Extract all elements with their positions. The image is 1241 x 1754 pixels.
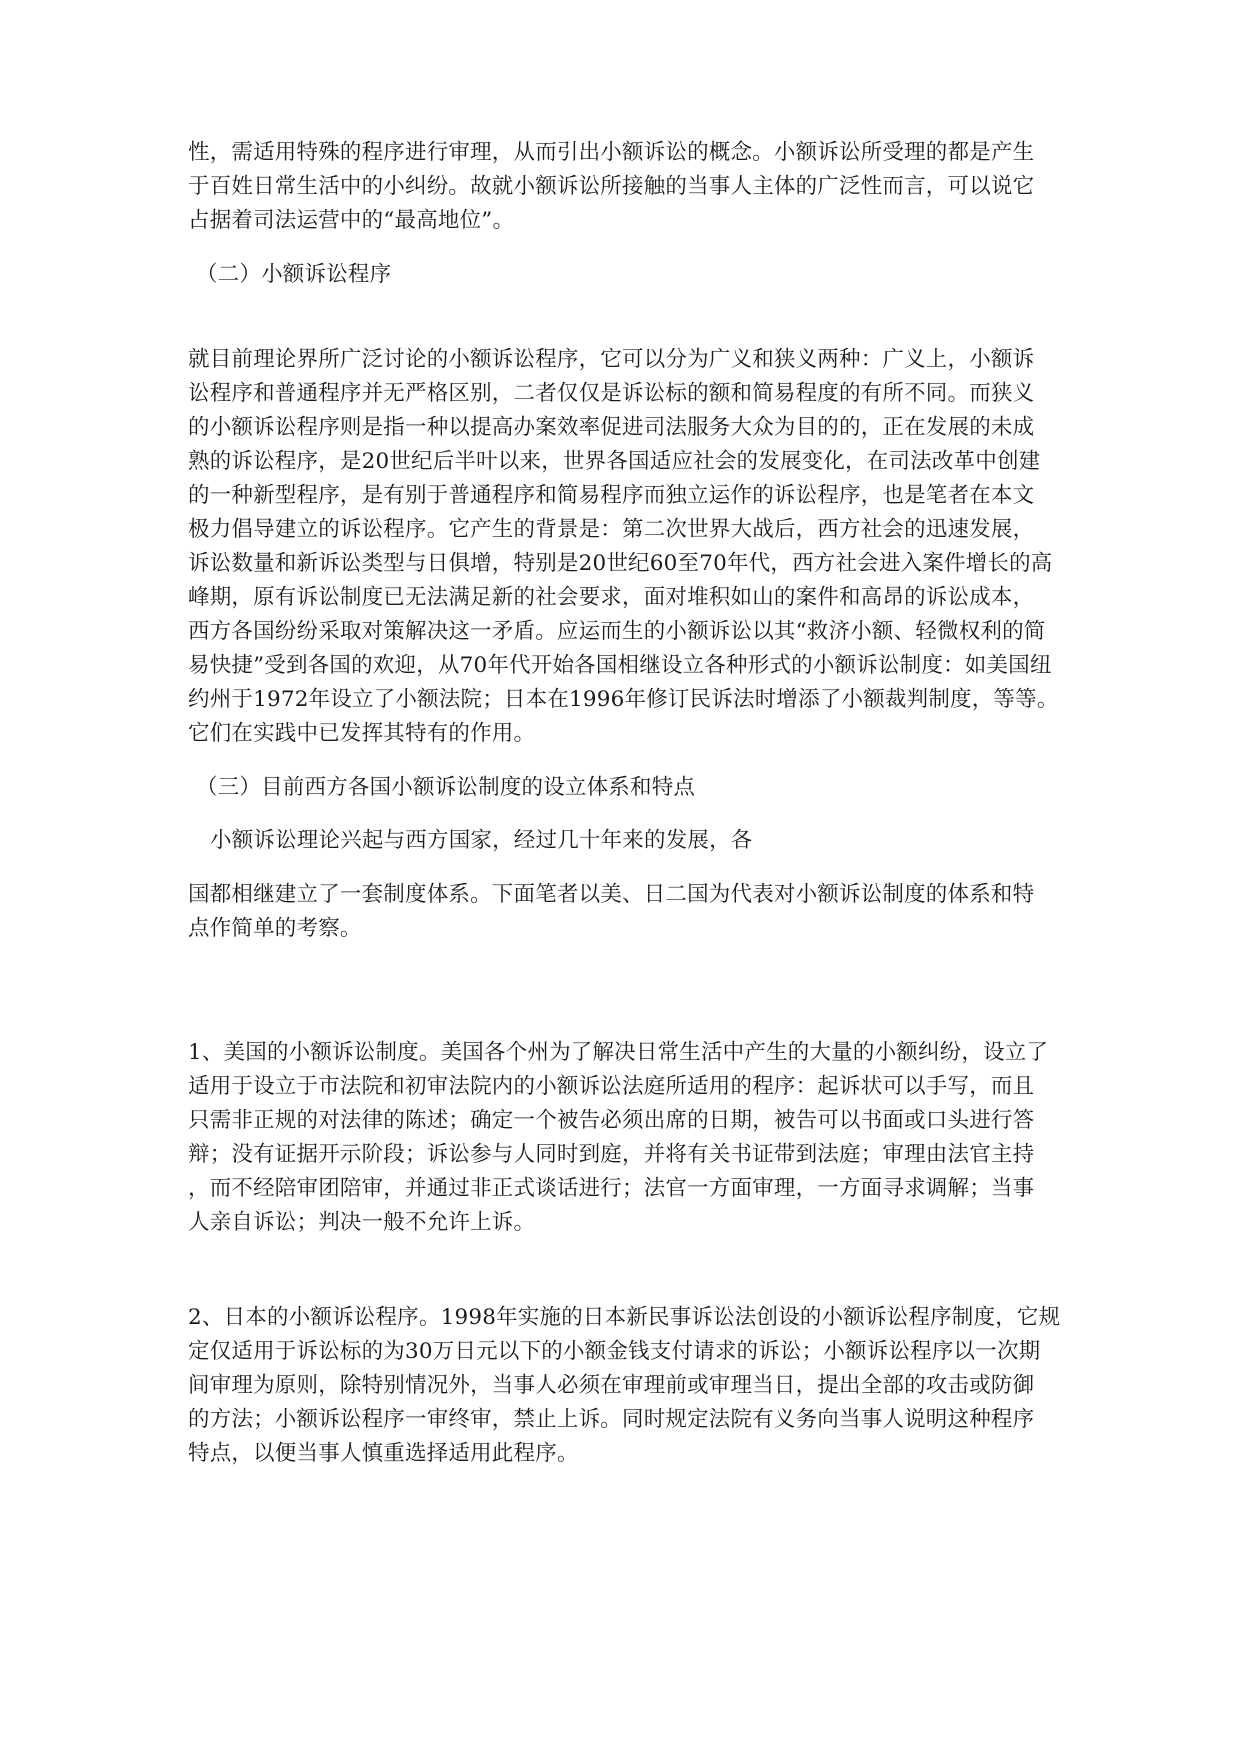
paragraph-line: 易快捷”受到各国的欢迎，从70年代开始各国相继设立各种形式的小额诉讼制度：如美国纽 <box>188 653 1052 678</box>
paragraph-line: 西方各国纷纷采取对策解决这一矛盾。应运而生的小额诉讼以其“救济小额、轻微权利的简 <box>188 619 1046 644</box>
paragraph-line: 它们在实践中已发挥其特有的作用。 <box>188 721 536 746</box>
paragraph-line: 熟的诉讼程序，是20世纪后半叶以来，世界各国适应社会的发展变化，在司法改革中创建 <box>188 449 1041 474</box>
paragraph-line: 2、日本的小额诉讼程序。1998年实施的日本新民事诉讼法创设的小额诉讼程序制度，它规 <box>188 1305 1061 1330</box>
paragraph-line: 讼程序和普通程序并无严格区别，二者仅仅是诉讼标的额和简易程度的有所不同。而狭义 <box>188 381 1035 406</box>
paragraph-line: 只需非正规的对法律的陈述；确定一个被告必须出席的日期，被告可以书面或口头进行答 <box>188 1108 1035 1133</box>
paragraph-line: 点作简单的考察。 <box>188 916 362 941</box>
paragraph-line: 诉讼数量和新诉讼类型与日俱增，特别是20世纪60至70年代，西方社会进入案件增长的高 <box>188 551 1053 576</box>
paragraph-line: 的小额诉讼程序则是指一种以提高办案效率促进司法服务大众为目的的，正在发展的未成 <box>188 415 1035 440</box>
paragraph-line: 1、美国的小额诉讼制度。美国各个州为了解决日常生活中产生的大量的小额纠纷，设立了 <box>188 1040 1049 1065</box>
paragraph-line: 适用于设立于市法院和初审法院内的小额诉讼法庭所适用的程序：起诉状可以手写，而且 <box>188 1074 1035 1099</box>
paragraph-line: 辩；没有证据开示阶段；诉讼参与人同时到庭，并将有关书证带到法庭；审理由法官主持 <box>188 1142 1035 1167</box>
paragraph-line: 峰期，原有诉讼制度已无法满足新的社会要求，面对堆积如山的案件和高昂的诉讼成本， <box>188 585 1035 610</box>
paragraph-line: 小额诉讼理论兴起与西方国家，经过几十年来的发展，各 <box>210 828 753 853</box>
paragraph-line: 极力倡导建立的诉讼程序。它产生的背景是：第二次世界大战后，西方社会的迅速发展， <box>188 517 1035 542</box>
intro-line: 占据着司法运营中的“最高地位”。 <box>188 208 515 233</box>
paragraph-line: 就目前理论界所广泛讨论的小额诉讼程序，它可以分为广义和狭义两种：广义上，小额诉 <box>188 347 1035 372</box>
intro-line: 于百姓日常生活中的小纠纷。故就小额诉讼所接触的当事人主体的广泛性而言，可以说它 <box>188 174 1035 199</box>
section-heading: （三）目前西方各国小额诉讼制度的设立体系和特点 <box>196 775 696 800</box>
paragraph-line: 间审理为原则，除特别情况外，当事人必须在审理前或审理当日，提出全部的攻击或防御 <box>188 1373 1035 1398</box>
paragraph-line: 人亲自诉讼；判决一般不允许上诉。 <box>188 1210 536 1235</box>
paragraph-line: 定仅适用于诉讼标的为30万日元以下的小额金钱支付请求的诉讼；小额诉讼程序以一次期 <box>188 1339 1041 1364</box>
paragraph-line: ，而不经陪审团陪审，并通过非正式谈话进行；法官一方面审理，一方面寻求调解；当事 <box>188 1176 1035 1201</box>
paragraph-line: 特点，以便当事人慎重选择适用此程序。 <box>188 1441 579 1466</box>
paragraph-line: 的一种新型程序，是有别于普通程序和简易程序而独立运作的诉讼程序，也是笔者在本文 <box>188 483 1035 508</box>
paragraph-line: 的方法；小额诉讼程序一审终审，禁止上诉。同时规定法院有义务向当事人说明这种程序 <box>188 1407 1035 1432</box>
paragraph-line: 约州于1972年设立了小额法院；日本在1996年修订民诉法时增添了小额裁判制度，等等。 <box>188 687 1059 712</box>
intro-line: 性，需适用特殊的程序进行审理，从而引出小额诉讼的概念。小额诉讼所受理的都是产生 <box>188 140 1035 165</box>
section-heading: （二）小额诉讼程序 <box>196 262 392 287</box>
paragraph-line: 国都相继建立了一套制度体系。下面笔者以美、日二国为代表对小额诉讼制度的体系和特 <box>188 882 1035 907</box>
